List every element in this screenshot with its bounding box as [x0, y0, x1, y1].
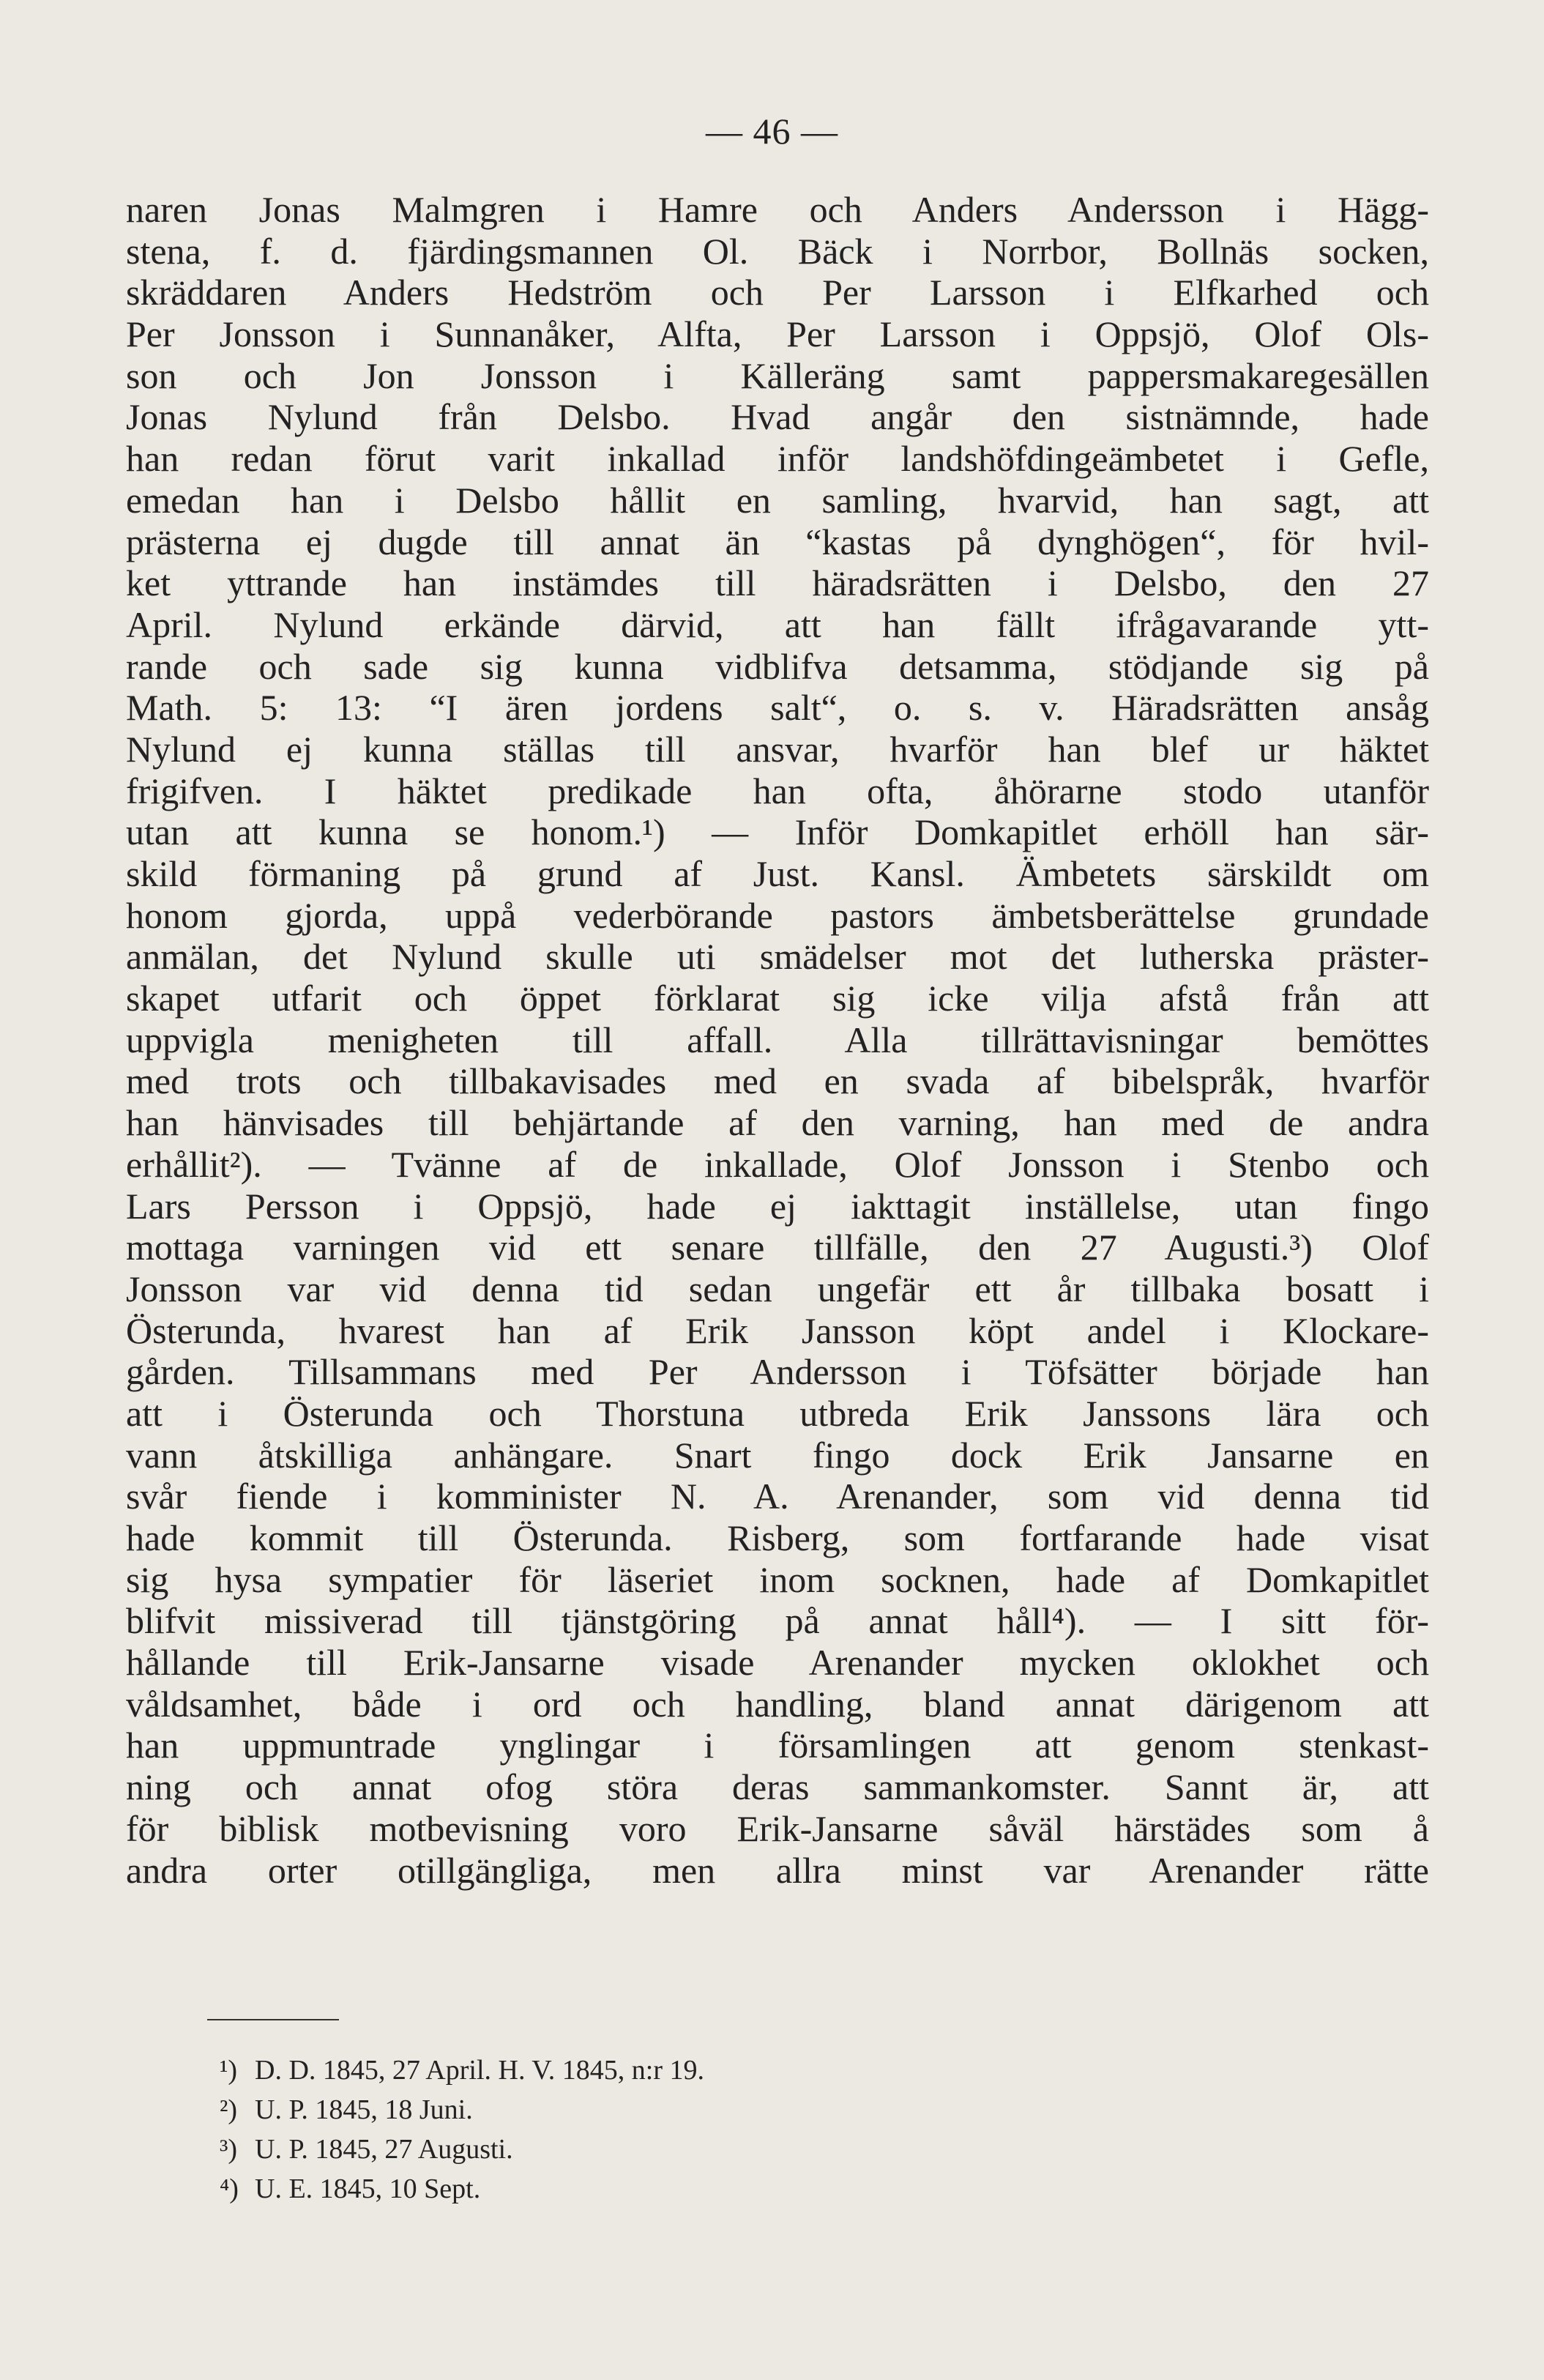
footnote	[220, 2090, 704, 2130]
text-line: han redan förut varit inkallad inför landshöfdingeämbetet i Gefle,	[126, 438, 1429, 480]
text-line: anmälan, det Nylund skulle uti smädelser mot det lutherska präster-	[126, 936, 1429, 978]
footnote-separator	[207, 2019, 339, 2020]
text-line: April. Nylund erkände därvid, att han fällt ifrågavarande ytt-	[126, 603, 1429, 645]
text-line: skräddaren Anders Hedström och Per Larsson i Elfkarhed och	[126, 272, 1429, 313]
text-line: stena, f. d. fjärdingsmannen Ol. Bäck i Norrbor, Bollnäs socken,	[126, 230, 1429, 272]
text-line: erhållit²). — Tvänne af de inkallade, Olof Jonsson i Stenbo och	[126, 1143, 1429, 1185]
footnote-mark: ³)	[220, 2134, 238, 2165]
text-line: uppvigla menigheten till affall. Alla tillrättavisningar bemöttes	[126, 1019, 1429, 1060]
footnote	[220, 2050, 704, 2090]
footnote	[220, 2130, 704, 2169]
text-line: gården. Tillsammans med Per Andersson i Töfsätter började han	[126, 1351, 1429, 1393]
text-line: honom gjorda, uppå vederbörande pastors ämbetsberättelse grundade	[126, 894, 1429, 936]
text-line: att i Österunda och Thorstuna utbreda Erik Janssons lära och	[126, 1392, 1429, 1434]
text-line: rande och sade sig kunna vidblifva detsamma, stödjande sig på	[126, 645, 1429, 687]
text-line: emedan han i Delsbo hållit en samling, hvarvid, han sagt, att	[126, 479, 1429, 521]
footnote-text: U. E. 1845, 10 Sept.	[255, 2173, 481, 2204]
text-line: Lars Persson i Oppsjö, hade ej iakttagit inställelse, utan fingo	[126, 1185, 1429, 1227]
footnote-mark: ²)	[220, 2094, 238, 2125]
text-line: naren Jonas Malmgren i Hamre och Anders Andersson i Hägg-	[126, 189, 1429, 230]
text-line: ket yttrande han instämdes till häradsrätten i Delsbo, den 27	[126, 562, 1429, 604]
text-line: prästerna ej dugde till annat än “kastas på dynghögen“, för hvil-	[126, 521, 1429, 562]
text-line: mottaga varningen vid ett senare tillfälle, den 27 Augusti.³) Olof	[126, 1227, 1429, 1268]
text-line: skapet utfarit och öppet förklarat sig icke vilja afstå från att	[126, 978, 1429, 1019]
text-line: han hänvisades till behjärtande af den varning, han med de andra	[126, 1102, 1429, 1144]
text-line: son och Jon Jonsson i Källeräng samt pappersmakaregesällen	[126, 354, 1429, 396]
text-line: han uppmuntrade ynglingar i församlingen att genom stenkast-	[126, 1725, 1429, 1766]
text-line: med trots och tillbakavisades med en svada af bibelspråk, hvarför	[126, 1060, 1429, 1102]
footnote-mark: ⁴)	[220, 2173, 239, 2204]
text-line: Jonas Nylund från Delsbo. Hvad angår den sistnämnde, hade	[126, 396, 1429, 438]
text-line: ning och annat ofog störa deras sammankomster. Sannt är, att	[126, 1766, 1429, 1808]
text-line: hållande till Erik-Jansarne visade Arenander mycken oklokhet och	[126, 1642, 1429, 1684]
text-line: utan att kunna se honom.¹) — Inför Domkapitlet erhöll han sär-	[126, 811, 1429, 853]
page-number: — 46 —	[706, 111, 838, 152]
text-line: Jonsson var vid denna tid sedan ungefär ett år tillbaka bosatt i	[126, 1268, 1429, 1309]
footnote-text: U. P. 1845, 27 Augusti.	[255, 2134, 513, 2165]
text-line: frigifven. I häktet predikade han ofta, åhörarne stodo utanför	[126, 770, 1429, 811]
text-line: våldsamhet, både i ord och handling, bland annat därigenom att	[126, 1683, 1429, 1725]
text-line: svår fiende i komminister N. A. Arenander, som vid denna tid	[126, 1476, 1429, 1517]
text-line: Math. 5: 13: “I ären jordens salt“, o. s. v. Häradsrätten ansåg	[126, 687, 1429, 729]
body-text	[126, 189, 1429, 1891]
text-line: vann åtskilliga anhängare. Snart fingo dock Erik Jansarne en	[126, 1434, 1429, 1476]
footnote	[220, 2169, 704, 2209]
footnote-text: D. D. 1845, 27 April. H. V. 1845, n:r 19.	[255, 2055, 705, 2086]
text-line: Österunda, hvarest han af Erik Jansson köpt andel i Klockare-	[126, 1309, 1429, 1351]
text-line: Per Jonsson i Sunnanåker, Alfta, Per Larsson i Oppsjö, Olof Ols-	[126, 313, 1429, 355]
text-line: hade kommit till Österunda. Risberg, som fortfarande hade visat	[126, 1517, 1429, 1558]
footnotes	[220, 2050, 704, 2209]
text-line: Nylund ej kunna ställas till ansvar, hvarför han blef ur häktet	[126, 728, 1429, 770]
text-line: för biblisk motbevisning voro Erik-Jansarne såväl härstädes som å	[126, 1807, 1429, 1849]
text-line: skild förmaning på grund af Just. Kansl. Ämbetets särskildt om	[126, 853, 1429, 894]
text-line: blifvit missiverad till tjänstgöring på annat håll⁴). — I sitt för-	[126, 1600, 1429, 1642]
footnote-text: U. P. 1845, 18 Juni.	[255, 2094, 473, 2125]
text-line: sig hysa sympatier för läseriet inom socknen, hade af Domkapitlet	[126, 1558, 1429, 1600]
text-line: andra orter otillgängliga, men allra minst var Arenander rätte	[126, 1849, 1429, 1891]
footnote-mark: ¹)	[220, 2055, 238, 2086]
